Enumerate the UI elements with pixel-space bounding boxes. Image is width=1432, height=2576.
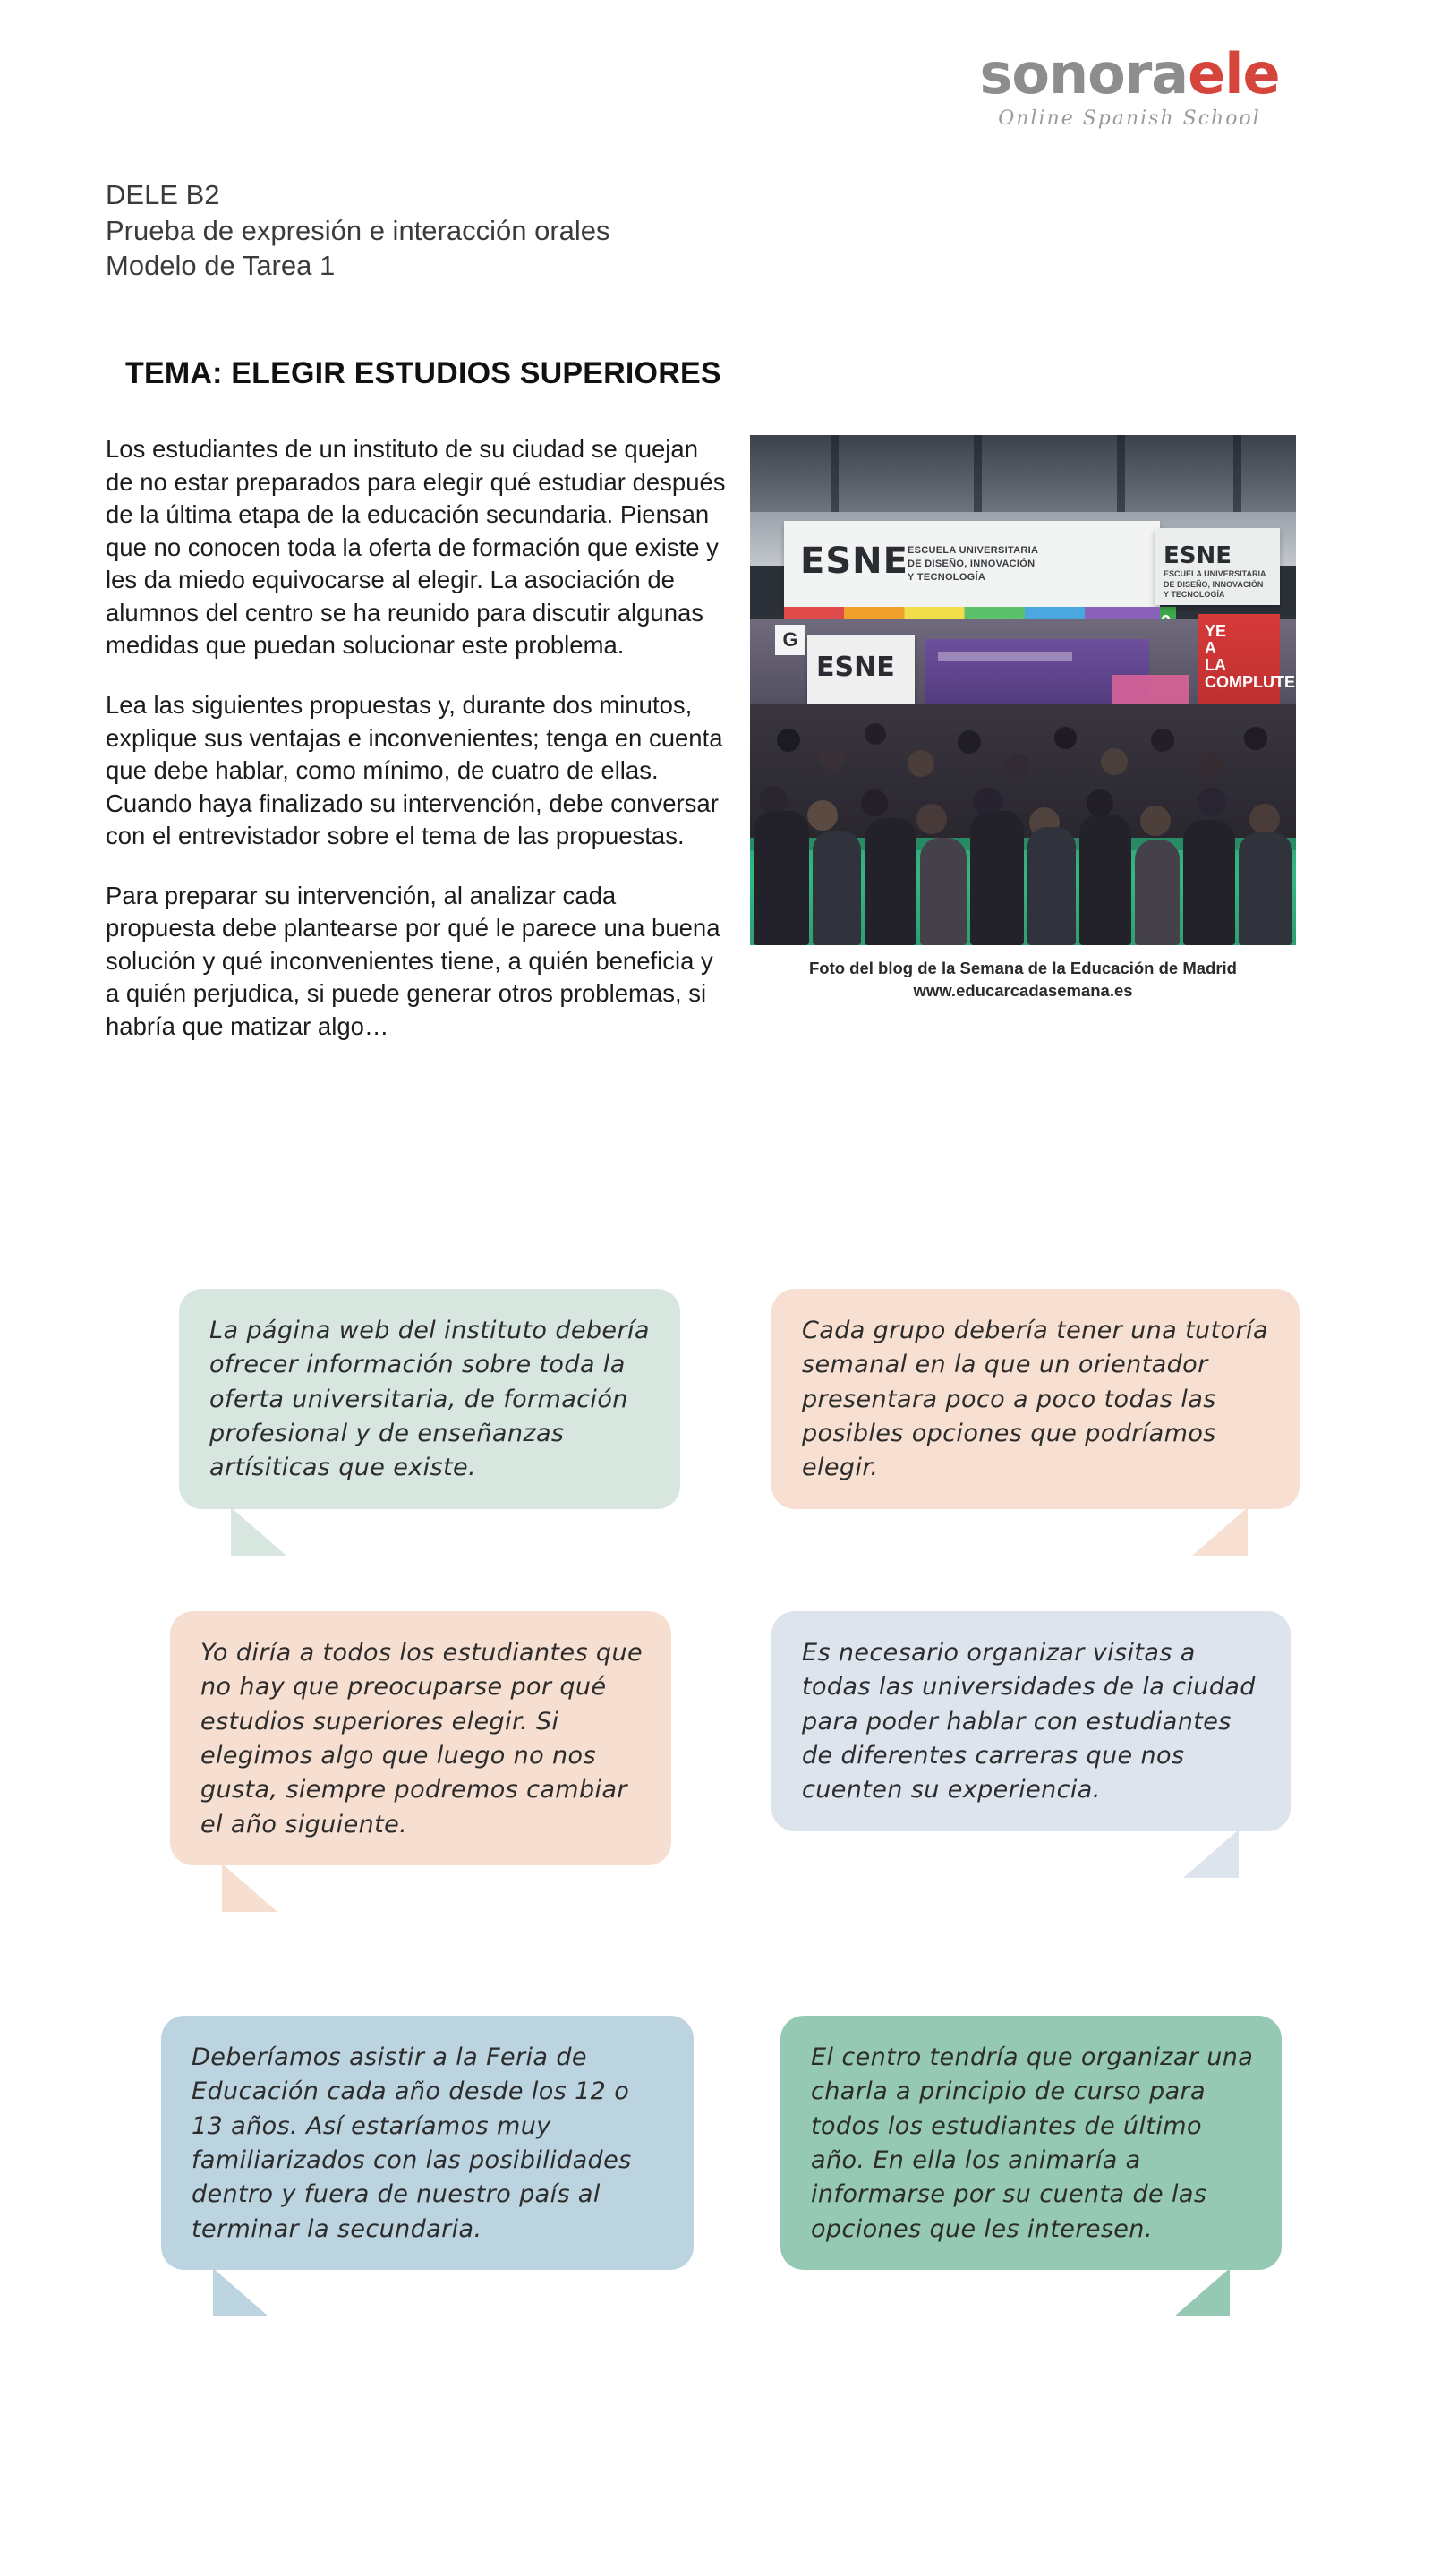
page-title: TEMA: ELEGIR ESTUDIOS SUPERIORES bbox=[125, 356, 721, 390]
photo-ceiling-beam bbox=[974, 435, 982, 512]
photo-booth-letter: G bbox=[775, 625, 806, 655]
photo-stand-subtitle: ESCUELA UNIVERSITARIA DE DISEÑO, INNOVACIÓN Y TECNOLOGÍA bbox=[908, 545, 1039, 583]
bubble-tail bbox=[1174, 2268, 1230, 2316]
proposal-bubble-feria bbox=[161, 2016, 694, 2270]
instruction-paragraph-3: Para preparar su intervención, al analizar cada propuesta debe plantearse por qué le parece una buena solución y qué inconvenientes tiene, a quién beneficia y a quién perjudica, si puede generar otros problemas, si habría que matizar algo… bbox=[106, 881, 720, 1040]
instructions-column bbox=[106, 433, 732, 1070]
proposal-text: Deberíamos asistir a la Feria de Educación cada año desde los 12 o 13 años. Así estaríamos muy familiarizados con las posibilidades dentro y fuera de nuestro país al terminar la secundaria. bbox=[192, 2043, 632, 2243]
photo-side-stand bbox=[1155, 528, 1280, 605]
photo-stand-name: ESNE bbox=[800, 541, 908, 582]
proposal-text: La página web del instituto debería ofrecer información sobre toda la oferta universitaria, de formación profesional y de enseñanzas artísiticas que existe. bbox=[209, 1317, 650, 1482]
bubble-tail bbox=[213, 2268, 268, 2316]
document-header bbox=[106, 177, 610, 284]
logo-tagline: Online Spanish School bbox=[998, 107, 1261, 130]
bubble-tail bbox=[231, 1507, 286, 1556]
bubble-tail bbox=[1192, 1507, 1248, 1556]
proposals-group bbox=[0, 1289, 1432, 2488]
photo-caption bbox=[750, 958, 1296, 1002]
proposal-bubble-no-preocuparse bbox=[170, 1611, 671, 1865]
photo-ceiling-beam bbox=[1233, 435, 1241, 512]
header-line-test: Prueba de expresión e interacción orales bbox=[106, 214, 610, 246]
instruction-paragraph-1: Los estudiantes de un instituto de su ciudad se quejan de no estar preparados para elegir qué estudiar después de la última etapa de la educación secundaria. Piensan que no conocen toda la oferta de formación que existe y les da miedo equivocarse al elegir. La asociación de alumnos del centro se ha reunido para discutir algunas medidas que puedan solucionar este problema. bbox=[106, 435, 726, 660]
photo-ceiling-beam bbox=[1117, 435, 1125, 512]
proposal-text: Yo diría a todos los estudiantes que no hay que preocuparse por qué estudios superiores elegir. Si elegimos algo que luego no nos gusta, siempre podremos cambiar el año siguiente. bbox=[200, 1639, 643, 1838]
photo-color-strip bbox=[784, 607, 1160, 619]
proposal-text: El centro tendría que organizar una charla a principio de curso para todos los estudiantes de último año. En ella los animaría a informarse por su cuenta de las opciones que les interesen. bbox=[811, 2043, 1254, 2243]
proposal-bubble-visitas bbox=[771, 1611, 1291, 1831]
proposal-text: Cada grupo debería tener una tutoría semanal en la que un orientador presentara poco a poco todas las posibles opciones que podríamos elegir. bbox=[802, 1317, 1268, 1482]
logo-sonora-text: sonora bbox=[979, 41, 1189, 107]
instruction-paragraph-2: Lea las siguientes propuestas y, durante dos minutos, explique sus ventajas e inconvenientes; tenga en cuenta que debe hablar, como mínimo, de cuatro de ellas. Cuando haya finalizado su intervención, debe conversar con el entrevistador sobre el tema de las propuestas. bbox=[106, 690, 723, 850]
proposal-text: Es necesario organizar visitas a todas las universidades de la ciudad para poder hablar con estudiantes de diferentes carreras que nos cuenten su experiencia. bbox=[802, 1639, 1256, 1804]
photo-figure bbox=[750, 435, 1296, 1002]
photo-caption-line-2: www.educarcadasemana.es bbox=[913, 980, 1133, 1000]
proposal-bubble-charla bbox=[780, 2016, 1282, 2270]
bubble-tail bbox=[222, 1864, 277, 1912]
logo-ele-text: ele bbox=[1188, 41, 1280, 107]
bubble-tail bbox=[1183, 1830, 1239, 1878]
photo-booth-label: ESNE bbox=[816, 652, 895, 683]
photo-ceiling-beam bbox=[831, 435, 839, 512]
photo-booth bbox=[807, 635, 915, 711]
photo-side-stand-subtitle: ESCUELA UNIVERSITARIA DE DISEÑO, INNOVACIÓN Y TECNOLOGÍA bbox=[1164, 569, 1266, 600]
photo-banner-text: YE A LA COMPLUTE bbox=[1205, 622, 1295, 691]
logo-wordmark bbox=[924, 41, 1335, 107]
photo-side-stand-name: ESNE bbox=[1164, 542, 1232, 569]
photo-caption-line-1: Foto del blog de la Semana de la Educación de Madrid bbox=[808, 959, 1237, 977]
photo-main-stand bbox=[784, 521, 1160, 607]
proposal-bubble-tutoria bbox=[771, 1289, 1300, 1509]
header-line-exam: DELE B2 bbox=[106, 179, 220, 210]
brand-logo bbox=[924, 41, 1335, 130]
proposal-bubble-web bbox=[179, 1289, 680, 1509]
education-fair-photo bbox=[750, 435, 1296, 945]
header-line-task: Modelo de Tarea 1 bbox=[106, 250, 336, 282]
